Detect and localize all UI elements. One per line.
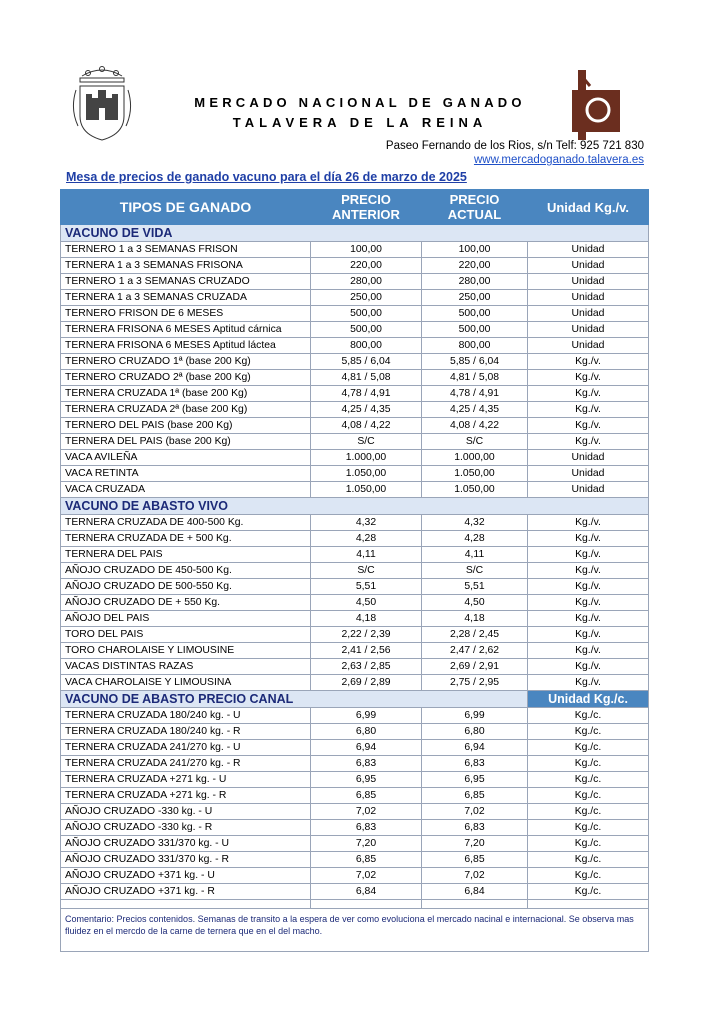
table-row	[61, 338, 649, 354]
row-prev-price: 2,41 / 2,56	[311, 643, 422, 659]
row-unit: Unidad	[528, 306, 649, 322]
row-unit: Kg./c.	[528, 868, 649, 884]
row-unit: Unidad	[528, 466, 649, 482]
blank-cell	[61, 900, 311, 909]
row-unit: Kg./v.	[528, 659, 649, 675]
table-row	[61, 595, 649, 611]
row-curr-price: 2,28 / 2,45	[422, 627, 528, 643]
row-curr-price: 6,83	[422, 756, 528, 772]
row-unit: Kg./c.	[528, 804, 649, 820]
row-prev-price: 7,02	[311, 868, 422, 884]
row-type: AÑOJO CRUZADO +371 kg. - U	[61, 868, 311, 884]
row-unit: Kg./v.	[528, 627, 649, 643]
market-address: Paseo Fernando de los Rios, s/n Telf: 925 721 830	[385, 140, 644, 152]
row-prev-price: 4,28	[311, 531, 422, 547]
row-type: TERNERA CRUZADA 1ª (base 200 Kg)	[61, 386, 311, 402]
page-subtitle: Mesa de precios de ganado vacuno para el día 26 de marzo de 2025	[66, 170, 467, 184]
row-type: AÑOJO DEL PAIS	[61, 611, 311, 627]
table-row	[61, 756, 649, 772]
row-curr-price: 220,00	[422, 258, 528, 274]
row-type: TERNERA CRUZADA DE 400-500 Kg.	[61, 515, 311, 531]
market-title: MERCADO NACIONAL DE GANADO	[194, 95, 526, 110]
row-type: AÑOJO CRUZADO -330 kg. - U	[61, 804, 311, 820]
row-prev-price: 4,18	[311, 611, 422, 627]
row-curr-price: 4,11	[422, 547, 528, 563]
table-row	[61, 531, 649, 547]
table-row	[61, 402, 649, 418]
row-prev-price: 5,51	[311, 579, 422, 595]
row-prev-price: 6,94	[311, 740, 422, 756]
row-curr-price: 4,28	[422, 531, 528, 547]
row-curr-price: 1.000,00	[422, 450, 528, 466]
row-curr-price: S/C	[422, 563, 528, 579]
row-prev-price: 100,00	[311, 242, 422, 258]
row-prev-price: 1.050,00	[311, 482, 422, 498]
table-header-row	[61, 190, 649, 225]
row-curr-price: 1.050,00	[422, 482, 528, 498]
row-type: TERNERA CRUZADA 241/270 kg. - R	[61, 756, 311, 772]
row-prev-price: 250,00	[311, 290, 422, 306]
row-unit: Kg./v.	[528, 402, 649, 418]
row-curr-price: 250,00	[422, 290, 528, 306]
row-type: TERNERA CRUZADA 241/270 kg. - U	[61, 740, 311, 756]
row-prev-price: 4,08 / 4,22	[311, 418, 422, 434]
row-unit: Kg./v.	[528, 675, 649, 691]
row-prev-price: 2,63 / 2,85	[311, 659, 422, 675]
row-type: TERNERA FRISONA 6 MESES Aptitud láctea	[61, 338, 311, 354]
row-curr-price: 6,85	[422, 852, 528, 868]
table-row	[61, 804, 649, 820]
row-prev-price: 800,00	[311, 338, 422, 354]
row-unit: Kg./c.	[528, 756, 649, 772]
table-row	[61, 772, 649, 788]
table-row	[61, 386, 649, 402]
row-curr-price: 4,32	[422, 515, 528, 531]
row-type: TERNERO CRUZADO 1ª (base 200 Kg)	[61, 354, 311, 370]
row-type: AÑOJO CRUZADO DE + 550 Kg.	[61, 595, 311, 611]
row-unit: Unidad	[528, 450, 649, 466]
row-unit: Kg./v.	[528, 418, 649, 434]
row-type: AÑOJO CRUZADO -330 kg. - R	[61, 820, 311, 836]
row-curr-price: 6,84	[422, 884, 528, 900]
row-unit: Unidad	[528, 290, 649, 306]
row-prev-price: 500,00	[311, 306, 422, 322]
table-row	[61, 434, 649, 450]
market-brand-logo	[572, 70, 620, 140]
section-label: VACUNO DE ABASTO VIVO	[61, 498, 649, 515]
row-unit: Kg./c.	[528, 740, 649, 756]
row-curr-price: 500,00	[422, 322, 528, 338]
row-curr-price: 500,00	[422, 306, 528, 322]
row-unit: Kg./c.	[528, 852, 649, 868]
row-prev-price: 6,85	[311, 788, 422, 804]
table-row	[61, 852, 649, 868]
row-prev-price: 220,00	[311, 258, 422, 274]
table-row	[61, 884, 649, 900]
row-prev-price: 4,78 / 4,91	[311, 386, 422, 402]
table-row	[61, 370, 649, 386]
row-curr-price: 6,85	[422, 788, 528, 804]
table-row	[61, 515, 649, 531]
row-type: TERNERO DEL PAIS (base 200 Kg)	[61, 418, 311, 434]
row-unit: Kg./c.	[528, 884, 649, 900]
row-unit: Unidad	[528, 482, 649, 498]
table-row	[61, 788, 649, 804]
table-row	[61, 643, 649, 659]
row-type: TERNERA 1 a 3 SEMANAS CRUZADA	[61, 290, 311, 306]
table-row	[61, 306, 649, 322]
row-curr-price: 100,00	[422, 242, 528, 258]
row-unit: Unidad	[528, 322, 649, 338]
row-type: TERNERA CRUZADA DE + 500 Kg.	[61, 531, 311, 547]
row-curr-price: 6,99	[422, 708, 528, 724]
row-prev-price: 2,22 / 2,39	[311, 627, 422, 643]
row-prev-price: 500,00	[311, 322, 422, 338]
header-precio-actual: PRECIO ACTUAL	[422, 190, 528, 225]
row-unit: Kg./c.	[528, 788, 649, 804]
row-curr-price: 2,69 / 2,91	[422, 659, 528, 675]
row-unit: Kg./v.	[528, 563, 649, 579]
row-type: VACA AVILEÑA	[61, 450, 311, 466]
table-row	[61, 868, 649, 884]
row-unit: Kg./c.	[528, 724, 649, 740]
section-unit-label: Unidad Kg./c.	[528, 691, 649, 708]
row-unit: Unidad	[528, 274, 649, 290]
header-precio-anterior: PRECIO ANTERIOR	[311, 190, 422, 225]
row-prev-price: S/C	[311, 563, 422, 579]
header-tipos: TIPOS DE GANADO	[61, 190, 311, 225]
row-unit: Unidad	[528, 338, 649, 354]
row-prev-price: 6,99	[311, 708, 422, 724]
table-row	[61, 482, 649, 498]
row-type: AÑOJO CRUZADO 331/370 kg. - R	[61, 852, 311, 868]
row-prev-price: 6,80	[311, 724, 422, 740]
row-unit: Kg./c.	[528, 708, 649, 724]
row-curr-price: 6,95	[422, 772, 528, 788]
row-unit: Kg./v.	[528, 434, 649, 450]
row-type: TERNERO FRISON DE 6 MESES	[61, 306, 311, 322]
table-row	[61, 418, 649, 434]
table-row	[61, 450, 649, 466]
row-unit: Kg./v.	[528, 611, 649, 627]
row-prev-price: 4,25 / 4,35	[311, 402, 422, 418]
table-row	[61, 466, 649, 482]
row-curr-price: 2,75 / 2,95	[422, 675, 528, 691]
row-type: TERNERA DEL PAIS	[61, 547, 311, 563]
row-prev-price: 4,50	[311, 595, 422, 611]
row-prev-price: 6,95	[311, 772, 422, 788]
row-curr-price: 280,00	[422, 274, 528, 290]
section-label: VACUNO DE ABASTO PRECIO CANAL	[61, 691, 528, 708]
row-prev-price: 7,20	[311, 836, 422, 852]
row-unit: Unidad	[528, 242, 649, 258]
table-row	[61, 724, 649, 740]
row-prev-price: S/C	[311, 434, 422, 450]
row-type: TERNERA CRUZADA 180/240 kg. - R	[61, 724, 311, 740]
row-prev-price: 280,00	[311, 274, 422, 290]
row-curr-price: 7,02	[422, 804, 528, 820]
row-type: TERNERA CRUZADA +271 kg. - R	[61, 788, 311, 804]
row-unit: Kg./v.	[528, 643, 649, 659]
table-row	[61, 579, 649, 595]
row-type: AÑOJO CRUZADO 331/370 kg. - U	[61, 836, 311, 852]
row-type: TERNERA CRUZADA 180/240 kg. - U	[61, 708, 311, 724]
row-prev-price: 4,11	[311, 547, 422, 563]
section-vacuno-vida: VACUNO DE VIDA	[61, 225, 649, 242]
table-row	[61, 547, 649, 563]
table-row	[61, 708, 649, 724]
row-unit: Kg./v.	[528, 515, 649, 531]
row-unit: Kg./v.	[528, 354, 649, 370]
header-unidad: Unidad Kg./v.	[528, 190, 649, 225]
row-type: AÑOJO CRUZADO DE 500-550 Kg.	[61, 579, 311, 595]
row-unit: Kg./v.	[528, 547, 649, 563]
table-row	[61, 274, 649, 290]
row-type: TERNERA 1 a 3 SEMANAS FRISONA	[61, 258, 311, 274]
table-row	[61, 242, 649, 258]
row-curr-price: 4,81 / 5,08	[422, 370, 528, 386]
row-unit: Kg./v.	[528, 370, 649, 386]
table-row	[61, 627, 649, 643]
row-prev-price: 4,81 / 5,08	[311, 370, 422, 386]
section-abasto-canal	[61, 691, 649, 708]
row-curr-price: 7,02	[422, 868, 528, 884]
table-row	[61, 740, 649, 756]
row-curr-price: 6,83	[422, 820, 528, 836]
row-curr-price: 1.050,00	[422, 466, 528, 482]
row-prev-price: 6,83	[311, 820, 422, 836]
row-type: TERNERA DEL PAIS (base 200 Kg)	[61, 434, 311, 450]
row-prev-price: 6,84	[311, 884, 422, 900]
table-row	[61, 322, 649, 338]
row-prev-price: 1.000,00	[311, 450, 422, 466]
row-unit: Kg./c.	[528, 772, 649, 788]
table-row	[61, 258, 649, 274]
row-type: TORO CHAROLAISE Y LIMOUSINE	[61, 643, 311, 659]
row-prev-price: 2,69 / 2,89	[311, 675, 422, 691]
row-type: TERNERA CRUZADA +271 kg. - U	[61, 772, 311, 788]
row-type: TERNERA CRUZADA 2ª (base 200 Kg)	[61, 402, 311, 418]
row-curr-price: S/C	[422, 434, 528, 450]
row-curr-price: 5,85 / 6,04	[422, 354, 528, 370]
row-type: AÑOJO CRUZADO +371 kg. - R	[61, 884, 311, 900]
table-row	[61, 611, 649, 627]
table-row	[61, 290, 649, 306]
row-prev-price: 6,85	[311, 852, 422, 868]
blank-cell	[528, 900, 649, 909]
row-prev-price: 6,83	[311, 756, 422, 772]
table-row	[61, 659, 649, 675]
row-type: VACA CHAROLAISE Y LIMOUSINA	[61, 675, 311, 691]
row-unit: Unidad	[528, 258, 649, 274]
row-type: TERNERO CRUZADO 2ª (base 200 Kg)	[61, 370, 311, 386]
row-curr-price: 2,47 / 2,62	[422, 643, 528, 659]
blank-cell	[311, 900, 422, 909]
row-curr-price: 4,50	[422, 595, 528, 611]
blank-row	[61, 900, 649, 909]
row-curr-price: 800,00	[422, 338, 528, 354]
row-prev-price: 7,02	[311, 804, 422, 820]
row-curr-price: 4,25 / 4,35	[422, 402, 528, 418]
row-type: TERNERO 1 a 3 SEMANAS FRISON	[61, 242, 311, 258]
table-row	[61, 836, 649, 852]
blank-cell	[422, 900, 528, 909]
row-prev-price: 1.050,00	[311, 466, 422, 482]
comment-row	[61, 909, 649, 952]
row-curr-price: 4,78 / 4,91	[422, 386, 528, 402]
row-type: VACA CRUZADA	[61, 482, 311, 498]
row-unit: Kg./v.	[528, 531, 649, 547]
row-unit: Kg./v.	[528, 579, 649, 595]
row-curr-price: 6,94	[422, 740, 528, 756]
row-prev-price: 5,85 / 6,04	[311, 354, 422, 370]
row-curr-price: 4,08 / 4,22	[422, 418, 528, 434]
row-type: AÑOJO CRUZADO DE 450-500 Kg.	[61, 563, 311, 579]
row-type: TERNERO 1 a 3 SEMANAS CRUZADO	[61, 274, 311, 290]
row-unit: Kg./v.	[528, 595, 649, 611]
comment-text: Comentario: Precios contenidos. Semanas de transito a la espera de ver como evoluciona el mercado nacinal e internacional. Se observa mas fluidez en el mercdo de la carne de ternera que en el del macho.	[61, 909, 649, 952]
row-unit: Kg./c.	[528, 820, 649, 836]
row-type: VACA RETINTA	[61, 466, 311, 482]
table-row	[61, 354, 649, 370]
row-unit: Kg./c.	[528, 836, 649, 852]
row-curr-price: 6,80	[422, 724, 528, 740]
table-row	[61, 563, 649, 579]
row-curr-price: 7,20	[422, 836, 528, 852]
row-curr-price: 4,18	[422, 611, 528, 627]
row-type: VACAS DISTINTAS RAZAS	[61, 659, 311, 675]
table-row	[61, 675, 649, 691]
row-type: TERNERA FRISONA 6 MESES Aptitud cárnica	[61, 322, 311, 338]
price-table	[60, 189, 648, 963]
row-unit: Kg./v.	[528, 386, 649, 402]
row-prev-price: 4,32	[311, 515, 422, 531]
website-link[interactable]: www.mercadoganado.talavera.es	[473, 154, 644, 166]
market-location: TALAVERA DE LA REINA	[232, 115, 488, 130]
row-curr-price: 5,51	[422, 579, 528, 595]
table-row	[61, 820, 649, 836]
row-type: TORO DEL PAIS	[61, 627, 311, 643]
coat-of-arms-logo	[68, 64, 136, 144]
section-abasto-vivo	[61, 498, 649, 515]
